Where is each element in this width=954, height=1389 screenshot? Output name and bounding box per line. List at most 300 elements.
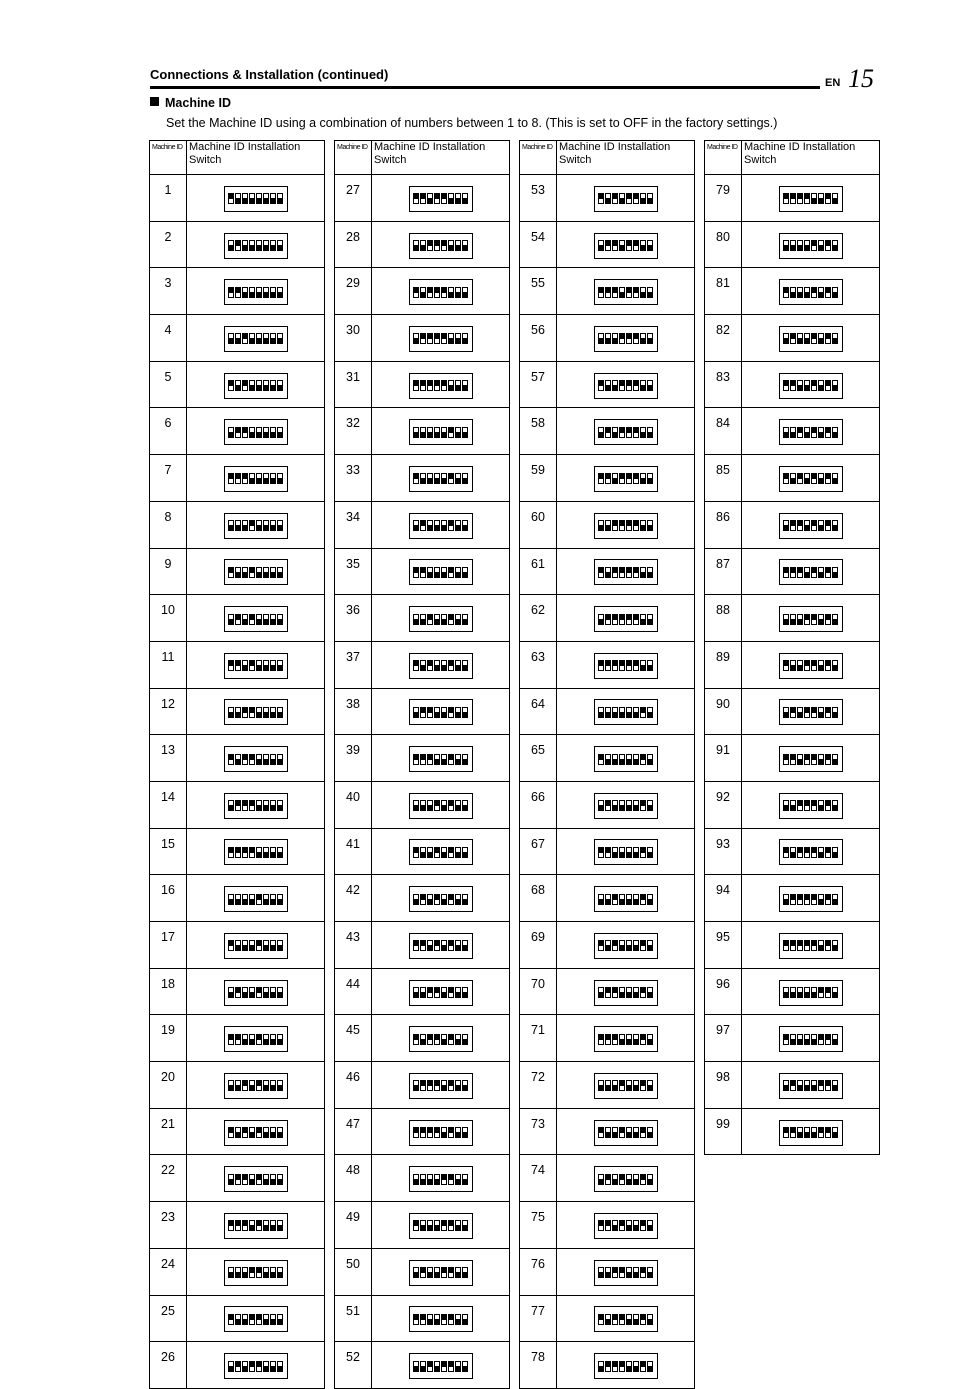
dip-switch-slot-icon (441, 520, 447, 531)
dip-switch-slot-icon (647, 1080, 653, 1091)
dip-switch-slot-icon (420, 520, 426, 531)
dip-switch-slot-icon (612, 240, 618, 251)
dip-switch-slot-icon (434, 1034, 440, 1045)
dip-switch-icon (224, 793, 288, 819)
dip-switch-slot-icon (605, 1080, 611, 1091)
dip-switch-slot-icon (441, 1174, 447, 1185)
dip-switch-slot-icon (455, 1314, 461, 1325)
dip-switch-slot-icon (441, 847, 447, 858)
dip-switch-slot-icon (605, 1314, 611, 1325)
dip-switch-slot-icon (413, 380, 419, 391)
dip-switch-slot-icon (462, 1127, 468, 1138)
dip-switch-slot-icon (242, 1174, 248, 1185)
dip-switch-slot-icon (640, 473, 646, 484)
dip-switch-slot-icon (797, 567, 803, 578)
dip-switch-slot-icon (263, 707, 269, 718)
machine-id-table (149, 140, 325, 1389)
dip-switch-slot-icon (605, 380, 611, 391)
machine-id-number: 60 (520, 501, 557, 548)
dip-switch-slot-icon (413, 520, 419, 531)
dip-switch-slot-icon (434, 660, 440, 671)
dip-switch-slot-icon (427, 894, 433, 905)
switch-cell (187, 268, 325, 315)
dip-switch-icon (779, 933, 843, 959)
dip-switch-slot-icon (448, 1361, 454, 1372)
dip-switch-slot-icon (228, 240, 234, 251)
dip-switch-slot-icon (427, 1127, 433, 1138)
dip-switch-slot-icon (427, 754, 433, 765)
dip-switch-slot-icon (270, 707, 276, 718)
dip-switch-slot-icon (270, 473, 276, 484)
dip-switch-slot-icon (462, 1361, 468, 1372)
switch-cell (372, 781, 510, 828)
dip-switch-slot-icon (783, 287, 789, 298)
table-row (335, 641, 510, 688)
dip-switch-icon (594, 746, 658, 772)
table-row (520, 548, 695, 595)
dip-switch-slot-icon (427, 1267, 433, 1278)
table-row (335, 1062, 510, 1109)
dip-switch-slot-icon (270, 193, 276, 204)
dip-switch-slot-icon (633, 520, 639, 531)
dip-switch-slot-icon (434, 847, 440, 858)
dip-switch-slot-icon (598, 754, 604, 765)
dip-switch-slot-icon (804, 380, 810, 391)
dip-switch-slot-icon (427, 660, 433, 671)
dip-switch-slot-icon (825, 380, 831, 391)
dip-switch-slot-icon (249, 707, 255, 718)
machine-id-number: 10 (150, 595, 187, 642)
dip-switch-slot-icon (263, 1034, 269, 1045)
dip-switch-slot-icon (249, 1080, 255, 1091)
dip-switch-slot-icon (797, 520, 803, 531)
dip-switch-slot-icon (235, 567, 241, 578)
dip-switch-slot-icon (640, 800, 646, 811)
dip-switch-slot-icon (441, 333, 447, 344)
dip-switch-icon (224, 419, 288, 445)
dip-switch-slot-icon (242, 1034, 248, 1045)
dip-switch-slot-icon (427, 1080, 433, 1091)
dip-switch-slot-icon (804, 193, 810, 204)
dip-switch-slot-icon (626, 287, 632, 298)
dip-switch-slot-icon (633, 1034, 639, 1045)
dip-switch-slot-icon (434, 1361, 440, 1372)
dip-switch-slot-icon (462, 520, 468, 531)
machine-id-number: 91 (705, 735, 742, 782)
dip-switch-slot-icon (427, 1034, 433, 1045)
dip-switch-icon (224, 373, 288, 399)
table-row (335, 408, 510, 455)
table-row (150, 548, 325, 595)
dip-switch-slot-icon (832, 894, 838, 905)
dip-switch-slot-icon (228, 940, 234, 951)
dip-switch-slot-icon (804, 754, 810, 765)
dip-switch-slot-icon (242, 567, 248, 578)
dip-switch-slot-icon (448, 567, 454, 578)
dip-switch-slot-icon (420, 240, 426, 251)
dip-switch-slot-icon (612, 1034, 618, 1045)
machine-id-number: 64 (520, 688, 557, 735)
dip-switch-icon (409, 373, 473, 399)
machine-id-number: 76 (520, 1248, 557, 1295)
dip-switch-slot-icon (832, 1127, 838, 1138)
dip-switch-slot-icon (249, 427, 255, 438)
dip-switch-slot-icon (413, 1220, 419, 1231)
dip-switch-icon (224, 466, 288, 492)
table-row (335, 315, 510, 362)
dip-switch-icon (779, 746, 843, 772)
dip-switch-slot-icon (270, 660, 276, 671)
dip-switch-slot-icon (462, 1080, 468, 1091)
dip-switch-slot-icon (242, 614, 248, 625)
table-row (335, 735, 510, 782)
dip-switch-slot-icon (832, 287, 838, 298)
dip-switch-slot-icon (626, 1314, 632, 1325)
dip-switch-slot-icon (598, 1080, 604, 1091)
dip-switch-slot-icon (228, 380, 234, 391)
dip-switch-icon (594, 233, 658, 259)
switch-cell (557, 175, 695, 222)
dip-switch-slot-icon (413, 940, 419, 951)
dip-switch-slot-icon (228, 520, 234, 531)
dip-switch-slot-icon (448, 1174, 454, 1185)
dip-switch-slot-icon (228, 1361, 234, 1372)
dip-switch-slot-icon (242, 1361, 248, 1372)
dip-switch-slot-icon (256, 427, 262, 438)
dip-switch-slot-icon (818, 987, 824, 998)
dip-switch-slot-icon (413, 754, 419, 765)
machine-id-number: 77 (520, 1295, 557, 1342)
dip-switch-icon (779, 233, 843, 259)
machine-id-number: 1 (150, 175, 187, 222)
dip-switch-slot-icon (647, 240, 653, 251)
dip-switch-icon (779, 186, 843, 212)
dip-switch-slot-icon (462, 614, 468, 625)
dip-switch-slot-icon (598, 520, 604, 531)
table-row (150, 315, 325, 362)
dip-switch-slot-icon (832, 333, 838, 344)
machine-id-number: 8 (150, 501, 187, 548)
dip-switch-slot-icon (455, 380, 461, 391)
dip-switch-slot-icon (605, 1174, 611, 1185)
table-row (335, 922, 510, 969)
dip-switch-slot-icon (448, 847, 454, 858)
switch-cell (557, 1342, 695, 1389)
dip-switch-slot-icon (277, 333, 283, 344)
machine-id-number: 2 (150, 221, 187, 268)
switch-cell (742, 1015, 880, 1062)
dip-switch-slot-icon (612, 940, 618, 951)
dip-switch-slot-icon (228, 427, 234, 438)
dip-switch-icon (224, 233, 288, 259)
switch-cell (372, 641, 510, 688)
dip-switch-slot-icon (462, 1034, 468, 1045)
dip-switch-slot-icon (228, 567, 234, 578)
dip-switch-slot-icon (647, 614, 653, 625)
dip-switch-icon (594, 1213, 658, 1239)
table-row (520, 1108, 695, 1155)
switch-cell (372, 828, 510, 875)
dip-switch-slot-icon (626, 894, 632, 905)
dip-switch-slot-icon (420, 894, 426, 905)
dip-switch-slot-icon (783, 1080, 789, 1091)
dip-switch-slot-icon (598, 987, 604, 998)
dip-switch-slot-icon (427, 847, 433, 858)
dip-switch-slot-icon (228, 1127, 234, 1138)
dip-switch-icon (594, 1166, 658, 1192)
dip-switch-slot-icon (455, 660, 461, 671)
dip-switch-slot-icon (605, 754, 611, 765)
table-row (705, 1015, 880, 1062)
switch-cell (742, 688, 880, 735)
dip-switch-icon (409, 839, 473, 865)
table-row (520, 361, 695, 408)
dip-switch-slot-icon (626, 520, 632, 531)
dip-switch-slot-icon (263, 240, 269, 251)
dip-switch-slot-icon (647, 473, 653, 484)
dip-switch-slot-icon (619, 847, 625, 858)
machine-id-number: 19 (150, 1015, 187, 1062)
dip-switch-slot-icon (270, 1080, 276, 1091)
switch-cell (372, 688, 510, 735)
dip-switch-slot-icon (256, 894, 262, 905)
dip-switch-slot-icon (434, 287, 440, 298)
dip-switch-slot-icon (612, 660, 618, 671)
dip-switch-slot-icon (434, 193, 440, 204)
dip-switch-icon (409, 1120, 473, 1146)
dip-switch-slot-icon (626, 473, 632, 484)
dip-switch-icon (224, 606, 288, 632)
dip-switch-slot-icon (605, 1220, 611, 1231)
dip-switch-slot-icon (277, 380, 283, 391)
dip-switch-icon (779, 699, 843, 725)
dip-switch-slot-icon (811, 427, 817, 438)
dip-switch-slot-icon (448, 987, 454, 998)
dip-switch-slot-icon (605, 894, 611, 905)
machine-id-number: 86 (705, 501, 742, 548)
dip-switch-slot-icon (263, 940, 269, 951)
machine-id-table (334, 140, 510, 1389)
dip-switch-slot-icon (811, 707, 817, 718)
dip-switch-slot-icon (825, 520, 831, 531)
table-row (520, 688, 695, 735)
switch-cell (372, 1202, 510, 1249)
dip-switch-icon (594, 466, 658, 492)
dip-switch-slot-icon (427, 193, 433, 204)
dip-switch-slot-icon (228, 847, 234, 858)
dip-switch-icon (779, 326, 843, 352)
dip-switch-slot-icon (413, 287, 419, 298)
table-row (520, 735, 695, 782)
dip-switch-icon (409, 1166, 473, 1192)
dip-switch-slot-icon (228, 1174, 234, 1185)
dip-switch-slot-icon (825, 567, 831, 578)
dip-switch-slot-icon (598, 1267, 604, 1278)
dip-switch-slot-icon (626, 427, 632, 438)
dip-switch-slot-icon (427, 287, 433, 298)
machine-id-number: 43 (335, 922, 372, 969)
dip-switch-slot-icon (235, 1127, 241, 1138)
dip-switch-slot-icon (420, 287, 426, 298)
switch-cell (372, 548, 510, 595)
dip-switch-slot-icon (783, 240, 789, 251)
dip-switch-slot-icon (783, 567, 789, 578)
table-row (520, 641, 695, 688)
dip-switch-slot-icon (455, 754, 461, 765)
language-label: EN (825, 77, 841, 89)
dip-switch-slot-icon (242, 1267, 248, 1278)
dip-switch-slot-icon (441, 894, 447, 905)
table-row (335, 221, 510, 268)
dip-switch-slot-icon (832, 380, 838, 391)
dip-switch-slot-icon (263, 193, 269, 204)
switch-cell (187, 1202, 325, 1249)
dip-switch-slot-icon (640, 754, 646, 765)
dip-switch-icon (224, 1120, 288, 1146)
dip-switch-slot-icon (598, 940, 604, 951)
dip-switch-slot-icon (441, 800, 447, 811)
dip-switch-slot-icon (619, 193, 625, 204)
dip-switch-slot-icon (448, 427, 454, 438)
table-row (150, 595, 325, 642)
dip-switch-slot-icon (647, 1034, 653, 1045)
table-row (150, 688, 325, 735)
dip-switch-slot-icon (427, 1361, 433, 1372)
switch-cell (372, 922, 510, 969)
machine-id-number: 31 (335, 361, 372, 408)
dip-switch-slot-icon (242, 707, 248, 718)
dip-switch-slot-icon (626, 193, 632, 204)
dip-switch-icon (409, 326, 473, 352)
dip-switch-slot-icon (242, 240, 248, 251)
dip-switch-slot-icon (448, 1034, 454, 1045)
dip-switch-slot-icon (640, 1361, 646, 1372)
dip-switch-slot-icon (790, 473, 796, 484)
machine-id-number: 29 (335, 268, 372, 315)
machine-id-number: 40 (335, 781, 372, 828)
dip-switch-slot-icon (462, 707, 468, 718)
dip-switch-slot-icon (420, 940, 426, 951)
dip-switch-slot-icon (804, 427, 810, 438)
dip-switch-slot-icon (647, 520, 653, 531)
dip-switch-slot-icon (825, 1034, 831, 1045)
table-row (705, 595, 880, 642)
dip-switch-slot-icon (228, 193, 234, 204)
subsection-description: Set the Machine ID using a combination of numbers between 1 to 8. (This is set to OFF in the factory settings.) (166, 116, 778, 130)
machine-id-number: 33 (335, 455, 372, 502)
dip-switch-slot-icon (413, 567, 419, 578)
table-row (150, 361, 325, 408)
dip-switch-slot-icon (448, 287, 454, 298)
dip-switch-slot-icon (605, 987, 611, 998)
dip-switch-icon (224, 1260, 288, 1286)
dip-switch-slot-icon (256, 1267, 262, 1278)
dip-switch-slot-icon (626, 1174, 632, 1185)
dip-switch-slot-icon (612, 1267, 618, 1278)
dip-switch-slot-icon (455, 1267, 461, 1278)
table-row (520, 828, 695, 875)
dip-switch-slot-icon (235, 987, 241, 998)
machine-id-number: 90 (705, 688, 742, 735)
switch-cell (557, 735, 695, 782)
dip-switch-slot-icon (825, 287, 831, 298)
dip-switch-slot-icon (626, 1080, 632, 1091)
dip-switch-slot-icon (228, 287, 234, 298)
table-row (150, 1062, 325, 1109)
dip-switch-slot-icon (448, 473, 454, 484)
dip-switch-slot-icon (790, 940, 796, 951)
switch-cell (187, 641, 325, 688)
dip-switch-slot-icon (455, 1361, 461, 1372)
dip-switch-slot-icon (441, 193, 447, 204)
dip-switch-slot-icon (804, 473, 810, 484)
dip-switch-slot-icon (277, 193, 283, 204)
dip-switch-slot-icon (647, 800, 653, 811)
dip-switch-slot-icon (797, 333, 803, 344)
dip-switch-slot-icon (249, 940, 255, 951)
subsection-title-text: Machine ID (165, 96, 231, 110)
dip-switch-slot-icon (413, 847, 419, 858)
switch-cell (557, 1202, 695, 1249)
dip-switch-slot-icon (640, 1267, 646, 1278)
machine-id-number: 42 (335, 875, 372, 922)
machine-id-number: 63 (520, 641, 557, 688)
dip-switch-slot-icon (797, 1127, 803, 1138)
dip-switch-slot-icon (633, 1127, 639, 1138)
dip-switch-slot-icon (242, 847, 248, 858)
dip-switch-slot-icon (783, 333, 789, 344)
dip-switch-slot-icon (633, 707, 639, 718)
dip-switch-slot-icon (804, 1080, 810, 1091)
dip-switch-slot-icon (256, 1174, 262, 1185)
dip-switch-slot-icon (797, 473, 803, 484)
dip-switch-slot-icon (263, 847, 269, 858)
dip-switch-slot-icon (256, 800, 262, 811)
switch-cell (742, 408, 880, 455)
machine-id-number: 6 (150, 408, 187, 455)
dip-switch-slot-icon (441, 567, 447, 578)
table-row (705, 641, 880, 688)
dip-switch-slot-icon (804, 567, 810, 578)
dip-switch-slot-icon (448, 1080, 454, 1091)
switch-cell (187, 968, 325, 1015)
dip-switch-slot-icon (441, 427, 447, 438)
machine-id-number: 46 (335, 1062, 372, 1109)
dip-switch-slot-icon (270, 754, 276, 765)
table-row (520, 455, 695, 502)
switch-cell (742, 221, 880, 268)
dip-switch-slot-icon (832, 707, 838, 718)
dip-switch-slot-icon (647, 1314, 653, 1325)
switch-cell (742, 781, 880, 828)
machine-id-number: 66 (520, 781, 557, 828)
table-row (150, 781, 325, 828)
dip-switch-slot-icon (427, 1314, 433, 1325)
table-header-row (335, 141, 510, 175)
dip-switch-slot-icon (605, 1361, 611, 1372)
dip-switch-icon (594, 980, 658, 1006)
dip-switch-slot-icon (235, 333, 241, 344)
switch-cell (372, 1108, 510, 1155)
dip-switch-slot-icon (420, 707, 426, 718)
dip-switch-slot-icon (790, 1080, 796, 1091)
dip-switch-slot-icon (619, 520, 625, 531)
dip-switch-icon (779, 839, 843, 865)
dip-switch-slot-icon (825, 333, 831, 344)
dip-switch-slot-icon (647, 1267, 653, 1278)
dip-switch-slot-icon (235, 1034, 241, 1045)
dip-switch-slot-icon (804, 240, 810, 251)
